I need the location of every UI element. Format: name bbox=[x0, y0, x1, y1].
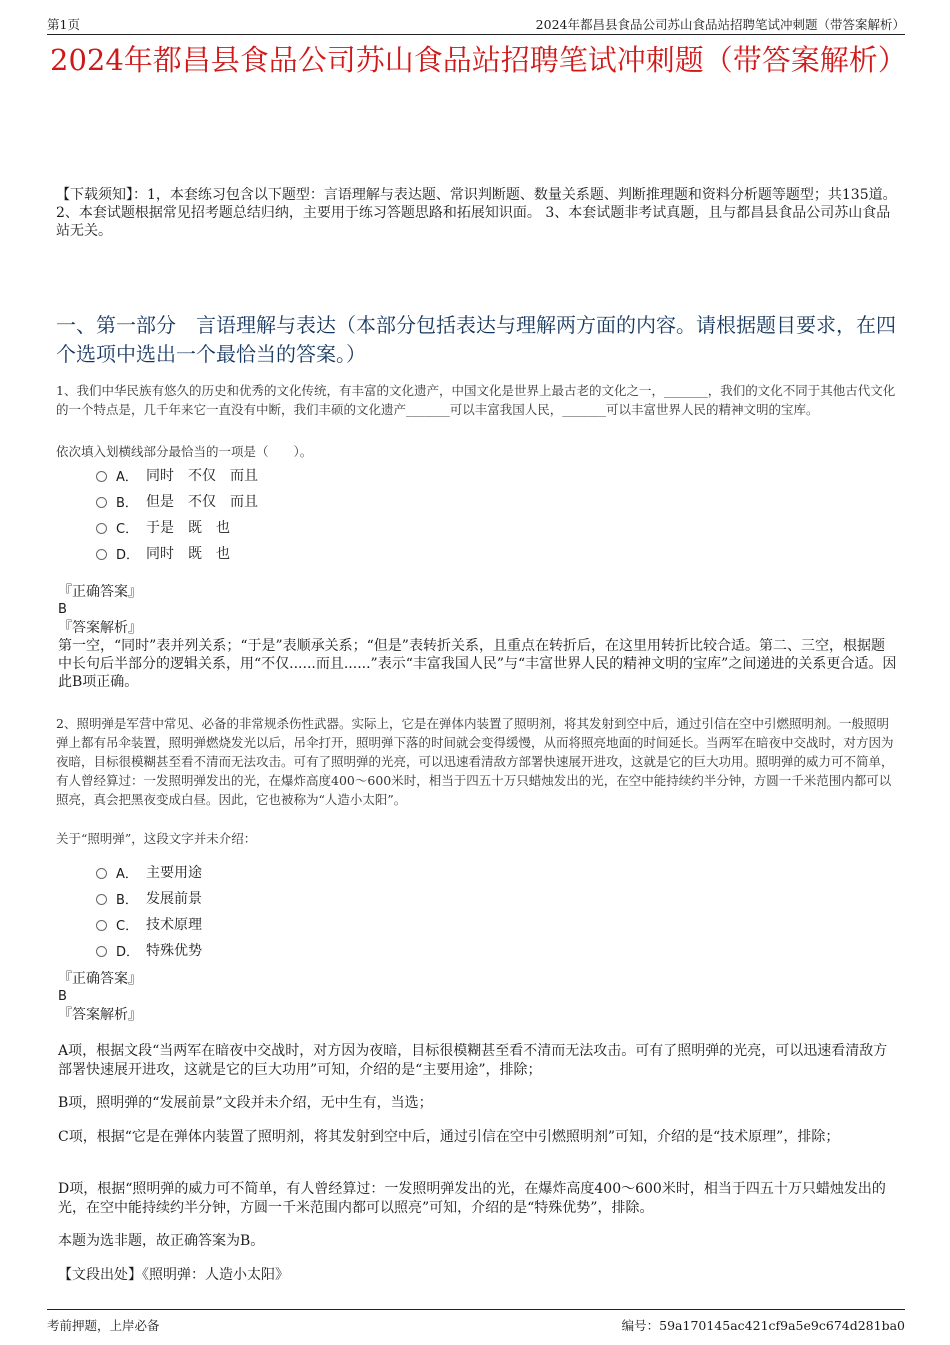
option-d[interactable]: D． 同时 既 也 bbox=[96, 540, 258, 566]
option-d[interactable]: D． 特殊优势 bbox=[96, 937, 202, 963]
page-number: 第1页 bbox=[47, 17, 80, 32]
radio-icon[interactable] bbox=[96, 471, 107, 482]
option-b[interactable]: B． 但是 不仅 而且 bbox=[96, 488, 258, 514]
analysis-label: 『答案解析』 bbox=[58, 1007, 142, 1023]
option-c[interactable]: C． 技术原理 bbox=[96, 911, 202, 937]
source-citation: 【文段出处】《照明弹：人造小太阳》 bbox=[58, 1267, 289, 1283]
question-1-stem: 1、我们中华民族有悠久的历史和优秀的文化传统，有丰富的文化遗产，中国文化是世界上最古老的文化之一，_______，我们的文化不同于其他古代文化的一个特点是，几千年来它一直没有中断，我们丰硕的文化遗产_______可以丰富我国人民，_______可以丰富世界人民的精神文明的宝库。 bbox=[56, 383, 896, 417]
correct-answer-label: 『正确答案』 bbox=[58, 584, 142, 600]
answer-block-1 bbox=[58, 583, 898, 691]
answer-block-2 bbox=[58, 970, 898, 1024]
analysis-label: 『答案解析』 bbox=[58, 620, 142, 636]
option-a[interactable]: A． 同时 不仅 而且 bbox=[96, 462, 258, 488]
page-header bbox=[47, 14, 905, 35]
analysis-b: B项，照明弹的“发展前景”文段并未介绍，无中生有，当选； bbox=[58, 1095, 433, 1111]
option-b[interactable]: B． 发展前景 bbox=[96, 885, 202, 911]
radio-icon[interactable] bbox=[96, 920, 107, 931]
correct-answer: B bbox=[58, 602, 67, 617]
option-c[interactable]: C． 于是 既 也 bbox=[96, 514, 258, 540]
radio-icon[interactable] bbox=[96, 523, 107, 534]
question-2-prompt: 关于“照明弹”，这段文字并未介绍： bbox=[56, 831, 257, 846]
question-1-prompt: 依次填入划横线部分最恰当的一项是（ ）。 bbox=[56, 444, 313, 459]
radio-icon[interactable] bbox=[96, 497, 107, 508]
analysis-a: A项，根据文段“当两军在暗夜中交战时，对方因为夜暗，目标很模糊甚至看不清而无法攻击。可有了照明弹的光亮，可以迅速看清敌方部署快速展开进攻，这就是它的巨大功用”可知，介绍的是“主要用途”，排除； bbox=[58, 1043, 888, 1078]
analysis-c: C项，根据“它是在弹体内装置了照明剂，将其发射到空中后，通过引信在空中引燃照明剂”可知，介绍的是“技术原理”，排除； bbox=[58, 1129, 840, 1145]
radio-icon[interactable] bbox=[96, 868, 107, 879]
conclusion: 本题为选非题，故正确答案为B。 bbox=[58, 1233, 265, 1249]
question-1-options bbox=[96, 462, 258, 566]
document-title: 2024年都昌县食品公司苏山食品站招聘笔试冲刺题（带答案解析） bbox=[50, 43, 907, 77]
footer-slogan: 考前押题，上岸必备 bbox=[47, 1318, 160, 1333]
radio-icon[interactable] bbox=[96, 894, 107, 905]
question-2-stem: 2、照明弹是军营中常见、必备的非常规杀伤性武器。实际上，它是在弹体内装置了照明剂，将其发射到空中后，通过引信在空中引燃照明剂。一般照明弹上都有吊伞装置，照明弹燃烧发光以后，吊伞打开，照明弹下落的时间就会变得缓慢，从而将照亮地面的时间延长。当两军在暗夜中交战时，对方因为夜暗，目标很模糊甚至看不清而无法攻击。可有了照明弹的光亮，可以迅速看清敌方部署快速展开进攻，这就是它的巨大功用。照明弹的威力可不简单，有人曾经算过：一发照明弹发出的光，在爆炸高度400～600米时，相当于四五十万只蜡烛发出的光，在空中能持续约半分钟，方圆一千米范围内都可以照亮，真会把黑夜变成白昼。因此，它也被称为“人造小太阳”。 bbox=[56, 716, 894, 807]
analysis-text: 第一空，“同时”表并列关系；“于是”表顺承关系；“但是”表转折关系，且重点在转折后，在这里用转折比较合适。第二、三空，根据题中长句后半部分的逻辑关系，用“不仅......而且......”表示“丰富我国人民”与“丰富世界人民的精神文明的宝库”之间递进的关系更合适。因此B项正确。 bbox=[58, 638, 897, 690]
radio-icon[interactable] bbox=[96, 549, 107, 560]
page-footer bbox=[47, 1309, 905, 1336]
radio-icon[interactable] bbox=[96, 946, 107, 957]
analysis-d: D项，根据“照明弹的威力可不简单，有人曾经算过：一发照明弹发出的光，在爆炸高度400～600米时，相当于四五十万只蜡烛发出的光，在空中能持续约半分钟，方圆一千米范围内都可以照亮”可知，介绍的是“特殊优势”，排除。 bbox=[58, 1181, 886, 1216]
section-heading: 一、第一部分 言语理解与表达（本部分包括表达与理解两方面的内容。请根据题目要求，在四个选项中选出一个最恰当的答案。） bbox=[56, 313, 896, 366]
question-2-options bbox=[96, 859, 202, 963]
correct-answer: B bbox=[58, 989, 67, 1004]
option-a[interactable]: A． 主要用途 bbox=[96, 859, 202, 885]
header-doc-title: 2024年都昌县食品公司苏山食品站招聘笔试冲刺题（带答案解析） bbox=[535, 17, 905, 32]
download-notice: 【下载须知】：1，本套练习包含以下题型：言语理解与表达题、常识判断题、数量关系题、判断推理题和资料分析题等题型；共135道。 2、本套试题根据常见招考题总结归纳，主要用于练习答题思路和拓展知识面。 3、本套试题非考试真题，且与都昌县食品公司苏山食品站无关。 bbox=[56, 187, 897, 239]
document-id: 编号：59a170145ac421cf9a5e9c674d281ba0 bbox=[621, 1318, 905, 1333]
correct-answer-label: 『正确答案』 bbox=[58, 971, 142, 987]
